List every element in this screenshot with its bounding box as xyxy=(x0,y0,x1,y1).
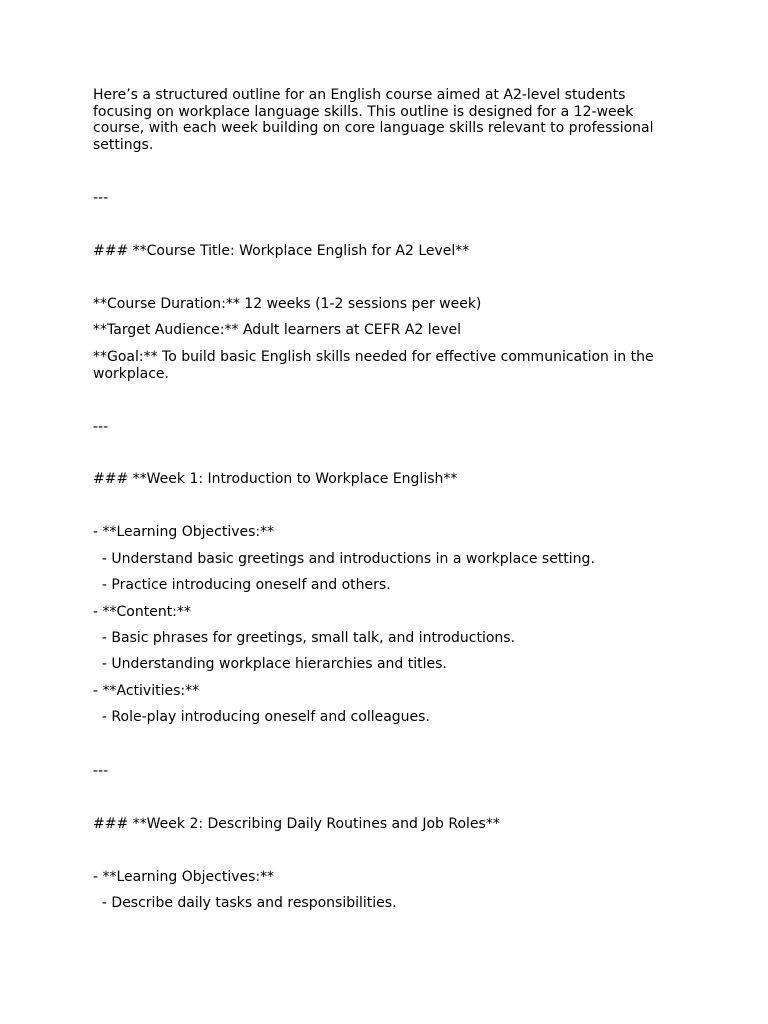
objective-item: - Understand basic greetings and introductions in a workplace setting. xyxy=(93,551,595,567)
content-item: - Understanding workplace hierarchies and titles. xyxy=(93,656,447,672)
week-heading: ### **Week 1: Introduction to Workplace English** xyxy=(93,471,458,487)
activities-label: - **Activities:** xyxy=(93,683,200,699)
content-item: - Basic phrases for greetings, small talk, and introductions. xyxy=(93,630,516,646)
separator: --- xyxy=(93,190,109,206)
separator: --- xyxy=(93,763,109,779)
week-heading: ### **Week 2: Describing Daily Routines and Job Roles** xyxy=(93,816,500,832)
objectives-label: - **Learning Objectives:** xyxy=(93,524,275,540)
intro-paragraph: Here’s a structured outline for an English course aimed at A2-level students focusing on workplace language skills. This outline is designed for a 12-week course, with each week building on core language skills relevant to professional settings. xyxy=(93,87,658,153)
objective-item: - Describe daily tasks and responsibilities. xyxy=(93,895,397,911)
objective-item: - Practice introducing oneself and others. xyxy=(93,577,391,593)
separator: --- xyxy=(93,419,109,435)
course-duration-line: **Course Duration:** 12 weeks (1-2 sessions per week) xyxy=(93,296,482,312)
course-title-heading: ### **Course Title: Workplace English for A2 Level** xyxy=(93,243,470,259)
goal-line: **Goal:** To build basic English skills needed for effective communication in the workplace. xyxy=(93,349,659,382)
target-audience-line: **Target Audience:** Adult learners at CEFR A2 level xyxy=(93,322,462,338)
objectives-label: - **Learning Objectives:** xyxy=(93,869,275,885)
activity-item: - Role-play introducing oneself and colleagues. xyxy=(93,709,430,725)
content-label: - **Content:** xyxy=(93,604,191,620)
